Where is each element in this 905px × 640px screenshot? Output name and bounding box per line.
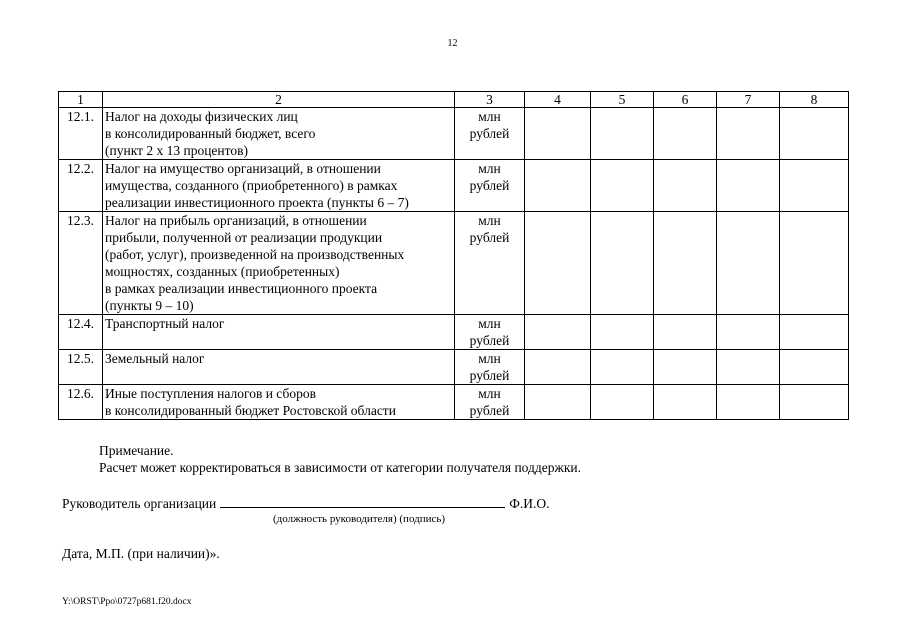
row-name-line: (работ, услуг), произведенной на производственных — [105, 247, 405, 262]
row-unit-line: рублей — [469, 230, 510, 245]
row-unit-line: млн — [478, 316, 501, 331]
row-name-line: Земельный налог — [105, 351, 205, 366]
row-unit-line: рублей — [469, 126, 510, 141]
row-name-line: (пункт 2 х 13 процентов) — [105, 143, 248, 158]
note-label: Примечание. — [99, 443, 174, 458]
row-name-line: (пункты 9 – 10) — [105, 298, 194, 313]
empty-cell — [717, 350, 780, 385]
row-name — [103, 315, 455, 350]
signature-label: Руководитель организации — [62, 496, 217, 511]
signature-caption: (должность руководителя) (подпись) — [273, 513, 446, 525]
column-header: 2 — [103, 92, 455, 108]
column-header: 7 — [717, 92, 780, 108]
tax-table — [58, 91, 849, 420]
row-unit-line: рублей — [469, 178, 510, 193]
row-name-line: Налог на прибыль организаций, в отношении — [105, 213, 367, 228]
row-unit-line: млн — [478, 109, 501, 124]
empty-cell — [525, 385, 591, 420]
empty-cell — [654, 212, 717, 315]
row-name — [103, 350, 455, 385]
row-name — [103, 108, 455, 160]
empty-cell — [654, 385, 717, 420]
empty-cell — [591, 385, 654, 420]
row-unit-line: млн — [478, 351, 501, 366]
empty-cell — [717, 212, 780, 315]
row-number: 12.4. — [59, 315, 103, 350]
row-name-line: в консолидированный бюджет, всего — [105, 126, 316, 141]
empty-cell — [780, 160, 849, 212]
empty-cell — [591, 108, 654, 160]
table-row — [59, 385, 849, 420]
column-header: 1 — [59, 92, 103, 108]
table-row — [59, 212, 849, 315]
row-name — [103, 212, 455, 315]
signature-line — [220, 495, 505, 508]
empty-cell — [780, 212, 849, 315]
empty-cell — [525, 108, 591, 160]
empty-cell — [591, 160, 654, 212]
row-name-line: Налог на доходы физических лиц — [105, 109, 298, 124]
column-header: 3 — [455, 92, 525, 108]
empty-cell — [591, 212, 654, 315]
column-header: 5 — [591, 92, 654, 108]
empty-cell — [654, 315, 717, 350]
row-unit — [455, 160, 525, 212]
empty-cell — [780, 385, 849, 420]
column-header: 6 — [654, 92, 717, 108]
row-unit — [455, 108, 525, 160]
row-unit-line: рублей — [469, 368, 510, 383]
empty-cell — [717, 108, 780, 160]
table-header-row — [59, 92, 849, 108]
empty-cell — [525, 212, 591, 315]
column-header: 4 — [525, 92, 591, 108]
row-name — [103, 160, 455, 212]
row-unit — [455, 350, 525, 385]
row-unit — [455, 385, 525, 420]
table-row — [59, 160, 849, 212]
empty-cell — [780, 315, 849, 350]
empty-cell — [654, 350, 717, 385]
row-name-line: мощностях, созданных (приобретенных) — [105, 264, 340, 279]
row-number: 12.2. — [59, 160, 103, 212]
row-unit-line: млн — [478, 161, 501, 176]
file-path: Y:\ORST\Ppo\0727p681.f20.docx — [62, 597, 192, 607]
empty-cell — [780, 350, 849, 385]
row-name-line: реализации инвестиционного проекта (пункты 6 – 7) — [105, 195, 409, 210]
empty-cell — [591, 315, 654, 350]
empty-cell — [525, 315, 591, 350]
row-name-line: имущества, созданного (приобретенного) в рамках — [105, 178, 398, 193]
row-unit — [455, 315, 525, 350]
row-number: 12.5. — [59, 350, 103, 385]
row-name — [103, 385, 455, 420]
column-header: 8 — [780, 92, 849, 108]
empty-cell — [717, 160, 780, 212]
empty-cell — [525, 160, 591, 212]
empty-cell — [654, 160, 717, 212]
row-name-line: Транспортный налог — [105, 316, 225, 331]
row-name-line: прибыли, полученной от реализации продукции — [105, 230, 383, 245]
row-unit — [455, 212, 525, 315]
row-number: 12.1. — [59, 108, 103, 160]
row-name-line: в рамках реализации инвестиционного проекта — [105, 281, 378, 296]
table-row — [59, 315, 849, 350]
page-number: 12 — [447, 38, 458, 49]
signature-suffix: Ф.И.О. — [509, 496, 550, 511]
row-unit-line: рублей — [469, 333, 510, 348]
empty-cell — [654, 108, 717, 160]
empty-cell — [780, 108, 849, 160]
row-number: 12.6. — [59, 385, 103, 420]
empty-cell — [591, 350, 654, 385]
signature-row — [62, 495, 550, 512]
table-row — [59, 108, 849, 160]
empty-cell — [525, 350, 591, 385]
row-number: 12.3. — [59, 212, 103, 315]
note-text: Расчет может корректироваться в зависимости от категории получателя поддержки. — [99, 460, 581, 475]
row-name-line: Иные поступления налогов и сборов — [105, 386, 316, 401]
row-name-line: в консолидированный бюджет Ростовской области — [105, 403, 396, 418]
date-line: Дата, М.П. (при наличии)». — [62, 546, 220, 561]
empty-cell — [717, 385, 780, 420]
empty-cell — [717, 315, 780, 350]
table-row — [59, 350, 849, 385]
row-unit-line: млн — [478, 213, 501, 228]
row-name-line: Налог на имущество организаций, в отношении — [105, 161, 381, 176]
row-unit-line: млн — [478, 386, 501, 401]
row-unit-line: рублей — [469, 403, 510, 418]
